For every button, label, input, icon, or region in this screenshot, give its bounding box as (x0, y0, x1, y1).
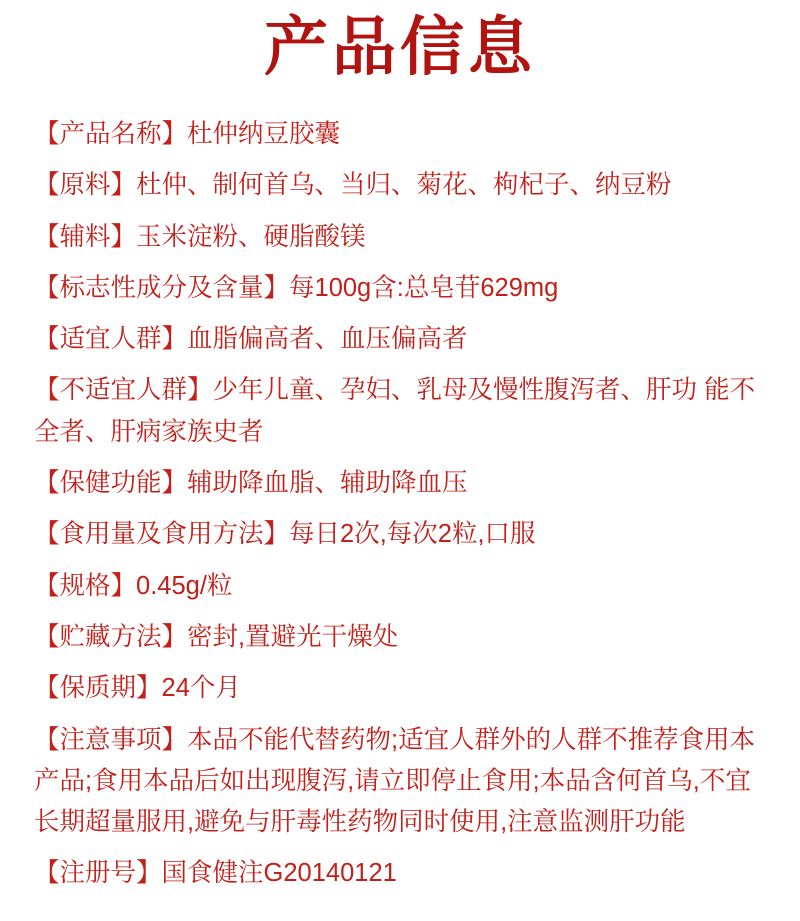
info-label: 【注册号】 (34, 859, 162, 888)
info-row-marker-content (34, 268, 764, 309)
info-value: 国食健注G20140121 (161, 859, 397, 888)
info-row-suitable-people (34, 319, 764, 360)
info-label: 【适宜人群】 (34, 325, 188, 354)
info-value: 杜仲纳豆胶囊 (187, 120, 341, 148)
info-value: 本品不能代替药物;适宜人群外的人群不推荐食用本产品;食用本品后如出现腹泻,请立即停止食用;本品含何首乌,不宜长期超量服用,避免与肝毒性药物同时使用,注意监测肝功能 (34, 725, 756, 837)
info-label: 【保质期】 (34, 674, 162, 703)
info-label: 【原料】 (34, 171, 137, 200)
page-title: 产品信息 (264, 12, 536, 83)
info-label: 【标志性成分及含量】 (34, 273, 290, 302)
info-value: 少年儿童、孕妇、乳母及慢性腹泻者、肝功 能不全者、肝病家族史者 (34, 376, 756, 446)
info-label: 【食用量及食用方法】 (34, 520, 290, 549)
product-info-page (0, 8, 800, 921)
info-row-dosage (34, 514, 764, 555)
info-label: 【不适宜人群】 (34, 376, 213, 405)
info-value: 密封,置避光干燥处 (187, 622, 399, 651)
info-row-excipients (34, 217, 764, 258)
info-label: 【贮藏方法】 (34, 622, 188, 651)
info-label: 【产品名称】 (34, 120, 188, 148)
info-label: 【规格】 (34, 571, 137, 600)
info-label: 【注意事项】 (34, 725, 188, 754)
info-label: 【保健功能】 (34, 469, 188, 498)
info-row-product-name (34, 114, 764, 155)
info-row-unsuitable-people (34, 370, 764, 453)
info-row-health-function (34, 463, 764, 504)
info-value: 玉米淀粉、硬脂酸镁 (136, 222, 366, 251)
product-info-list (0, 114, 800, 895)
info-value: 每100g含:总皂苷629mg (289, 273, 559, 302)
info-row-ingredients (34, 165, 764, 206)
info-value: 辅助降血脂、辅助降血压 (187, 469, 468, 498)
info-label: 【辅料】 (34, 222, 137, 251)
info-row-registration-number (34, 853, 764, 894)
info-value: 每日2次,每次2粒,口服 (289, 520, 536, 549)
info-value: 杜仲、制何首乌、当归、菊花、枸杞子、纳豆粉 (136, 171, 672, 200)
info-row-storage (34, 617, 764, 658)
info-row-precautions (34, 720, 764, 844)
info-row-specification (34, 566, 764, 607)
info-value: 血脂偏高者、血压偏高者 (187, 325, 468, 354)
info-row-shelf-life (34, 668, 764, 709)
info-value: 24个月 (161, 674, 241, 703)
info-value: 0.45g/粒 (136, 571, 233, 600)
